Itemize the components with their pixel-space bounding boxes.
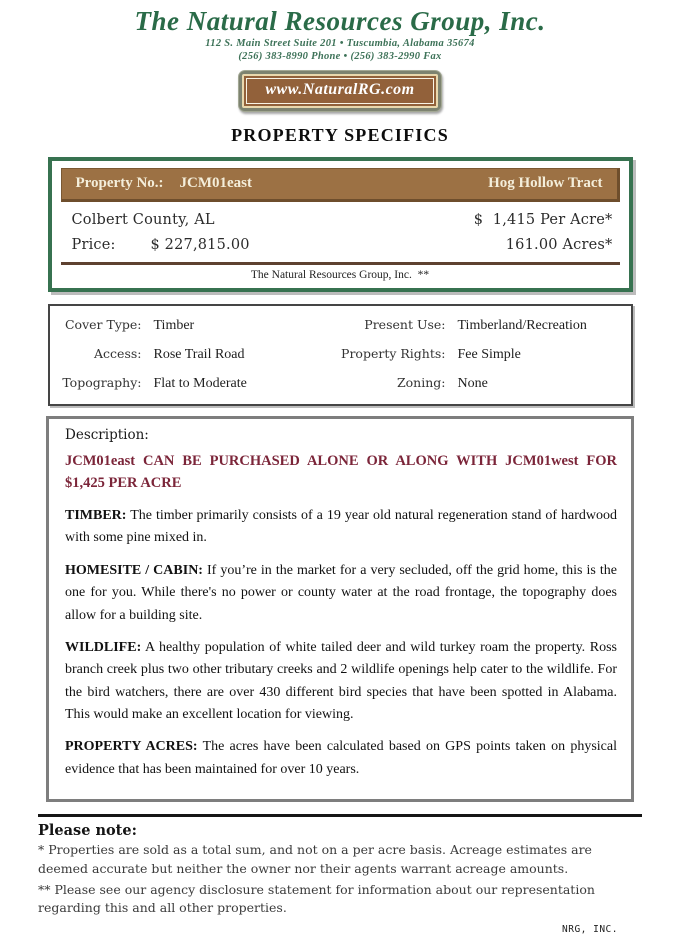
website-button-label: www.NaturalRG.com: [246, 78, 433, 104]
county-price-row: [72, 212, 613, 228]
detail-value-zoning: None: [457, 376, 488, 391]
price-label: Price:: [71, 237, 116, 253]
paragraph-timber-text: The timber primarily consists of a 19 year old natural regeneration stand of hardwood with some pine mixed in.: [65, 507, 617, 546]
paragraph-property-acres-text: The acres have been calculated based on GPS points taken on physical evidence that has been maintained for over 10 years.: [65, 739, 617, 777]
detail-label-property-rights: Property Rights:: [341, 346, 446, 361]
property-header-bar: [61, 168, 620, 202]
paragraph-timber-lead: TIMBER:: [65, 507, 127, 523]
company-address: 112 S. Main Street Suite 201 • Tuscumbia, Alabama 35674: [205, 38, 475, 49]
description-box: [46, 416, 634, 802]
property-number: [76, 175, 253, 192]
company-phone-fax: (256) 383-8990 Phone • (256) 383-2990 Fax: [238, 51, 442, 62]
paragraph-homesite-text: If you’re in the market for a very secluded, off the grid home, this is the one for you. While there's no power or county water at the road frontage, the topography does allow for a building site.: [65, 562, 617, 623]
paragraph-property-acres: [65, 736, 617, 781]
detail-label-topography: Topography:: [62, 375, 142, 390]
paragraph-homesite: [65, 560, 617, 627]
please-note-label: Please note:: [38, 822, 137, 840]
box-footer-note: The Natural Resources Group, Inc. **: [250, 269, 430, 281]
detail-value-topography: Flat to Moderate: [153, 376, 247, 391]
detail-value-cover-type: Timber: [153, 318, 195, 333]
page-title: PROPERTY SPECIFICS: [231, 125, 449, 145]
detail-label-present-use: Present Use:: [364, 317, 446, 332]
detail-value-access: Rose Trail Road: [153, 347, 245, 362]
per-acre-value: $ 1,415 Per Acre*: [473, 212, 613, 228]
company-signature: NRG, INC.: [562, 924, 618, 935]
tract-name: Hog Hollow Tract: [488, 175, 603, 191]
website-button-wrap: [0, 70, 680, 112]
property-summary-box: [48, 157, 633, 292]
website-button[interactable]: [238, 70, 441, 112]
paragraph-wildlife-text: A healthy population of white tailed deer and wild turkey roam the property. Ross branch creek plus two other tributary creeks and 2 wildlife openings help cater to the wildlife. For the bird watchers, there are over 430 different bird species that have been spotted in Alabama. This would make an excellent location for viewing.: [65, 639, 617, 723]
header: [0, 0, 680, 112]
price-acres-row: [72, 237, 613, 253]
paragraph-timber: [65, 505, 617, 550]
property-info-rows: [52, 202, 629, 253]
company-name: The Natural Resources Group, Inc.: [134, 6, 546, 36]
website-button-frame: [242, 74, 437, 108]
county-value: Colbert County, AL: [71, 212, 215, 228]
property-number-label: Property No.:: [75, 175, 164, 191]
paragraph-homesite-lead: HOMESITE / CABIN:: [65, 562, 203, 578]
price-pair: [72, 237, 250, 253]
property-number-value: JCM01east: [179, 175, 253, 191]
detail-label-zoning: Zoning:: [396, 375, 446, 390]
paragraph-wildlife-lead: WILDLIFE:: [65, 639, 142, 655]
description-highlight: JCM01east CAN BE PURCHASED ALONE OR ALONG WITH JCM01west FOR $1,425 PER ACRE: [65, 453, 617, 492]
detail-label-access: Access:: [94, 346, 142, 361]
detail-value-property-rights: Fee Simple: [457, 347, 521, 362]
footnote-single-asterisk: * Properties are sold as a total sum, and not on a per acre basis. Acreage estimates are deemed accurate but neither the owner nor their agents warrant acreage amounts.: [38, 842, 592, 876]
detail-label-cover-type: Cover Type:: [64, 317, 142, 332]
description-label: Description:: [65, 427, 149, 443]
footnote-section: [38, 814, 642, 935]
acres-value: 161.00 Acres*: [505, 237, 613, 253]
details-table: [48, 304, 633, 406]
price-value: $ 227,815.00: [150, 237, 250, 253]
detail-value-present-use: Timberland/Recreation: [457, 318, 587, 333]
footnote-divider: [38, 814, 642, 817]
paragraph-wildlife: [65, 637, 617, 727]
footnote-double-asterisk: ** Please see our agency disclosure statement for information about our representation regarding this and all other properties.: [38, 881, 595, 916]
paragraph-property-acres-lead: PROPERTY ACRES:: [65, 739, 198, 755]
